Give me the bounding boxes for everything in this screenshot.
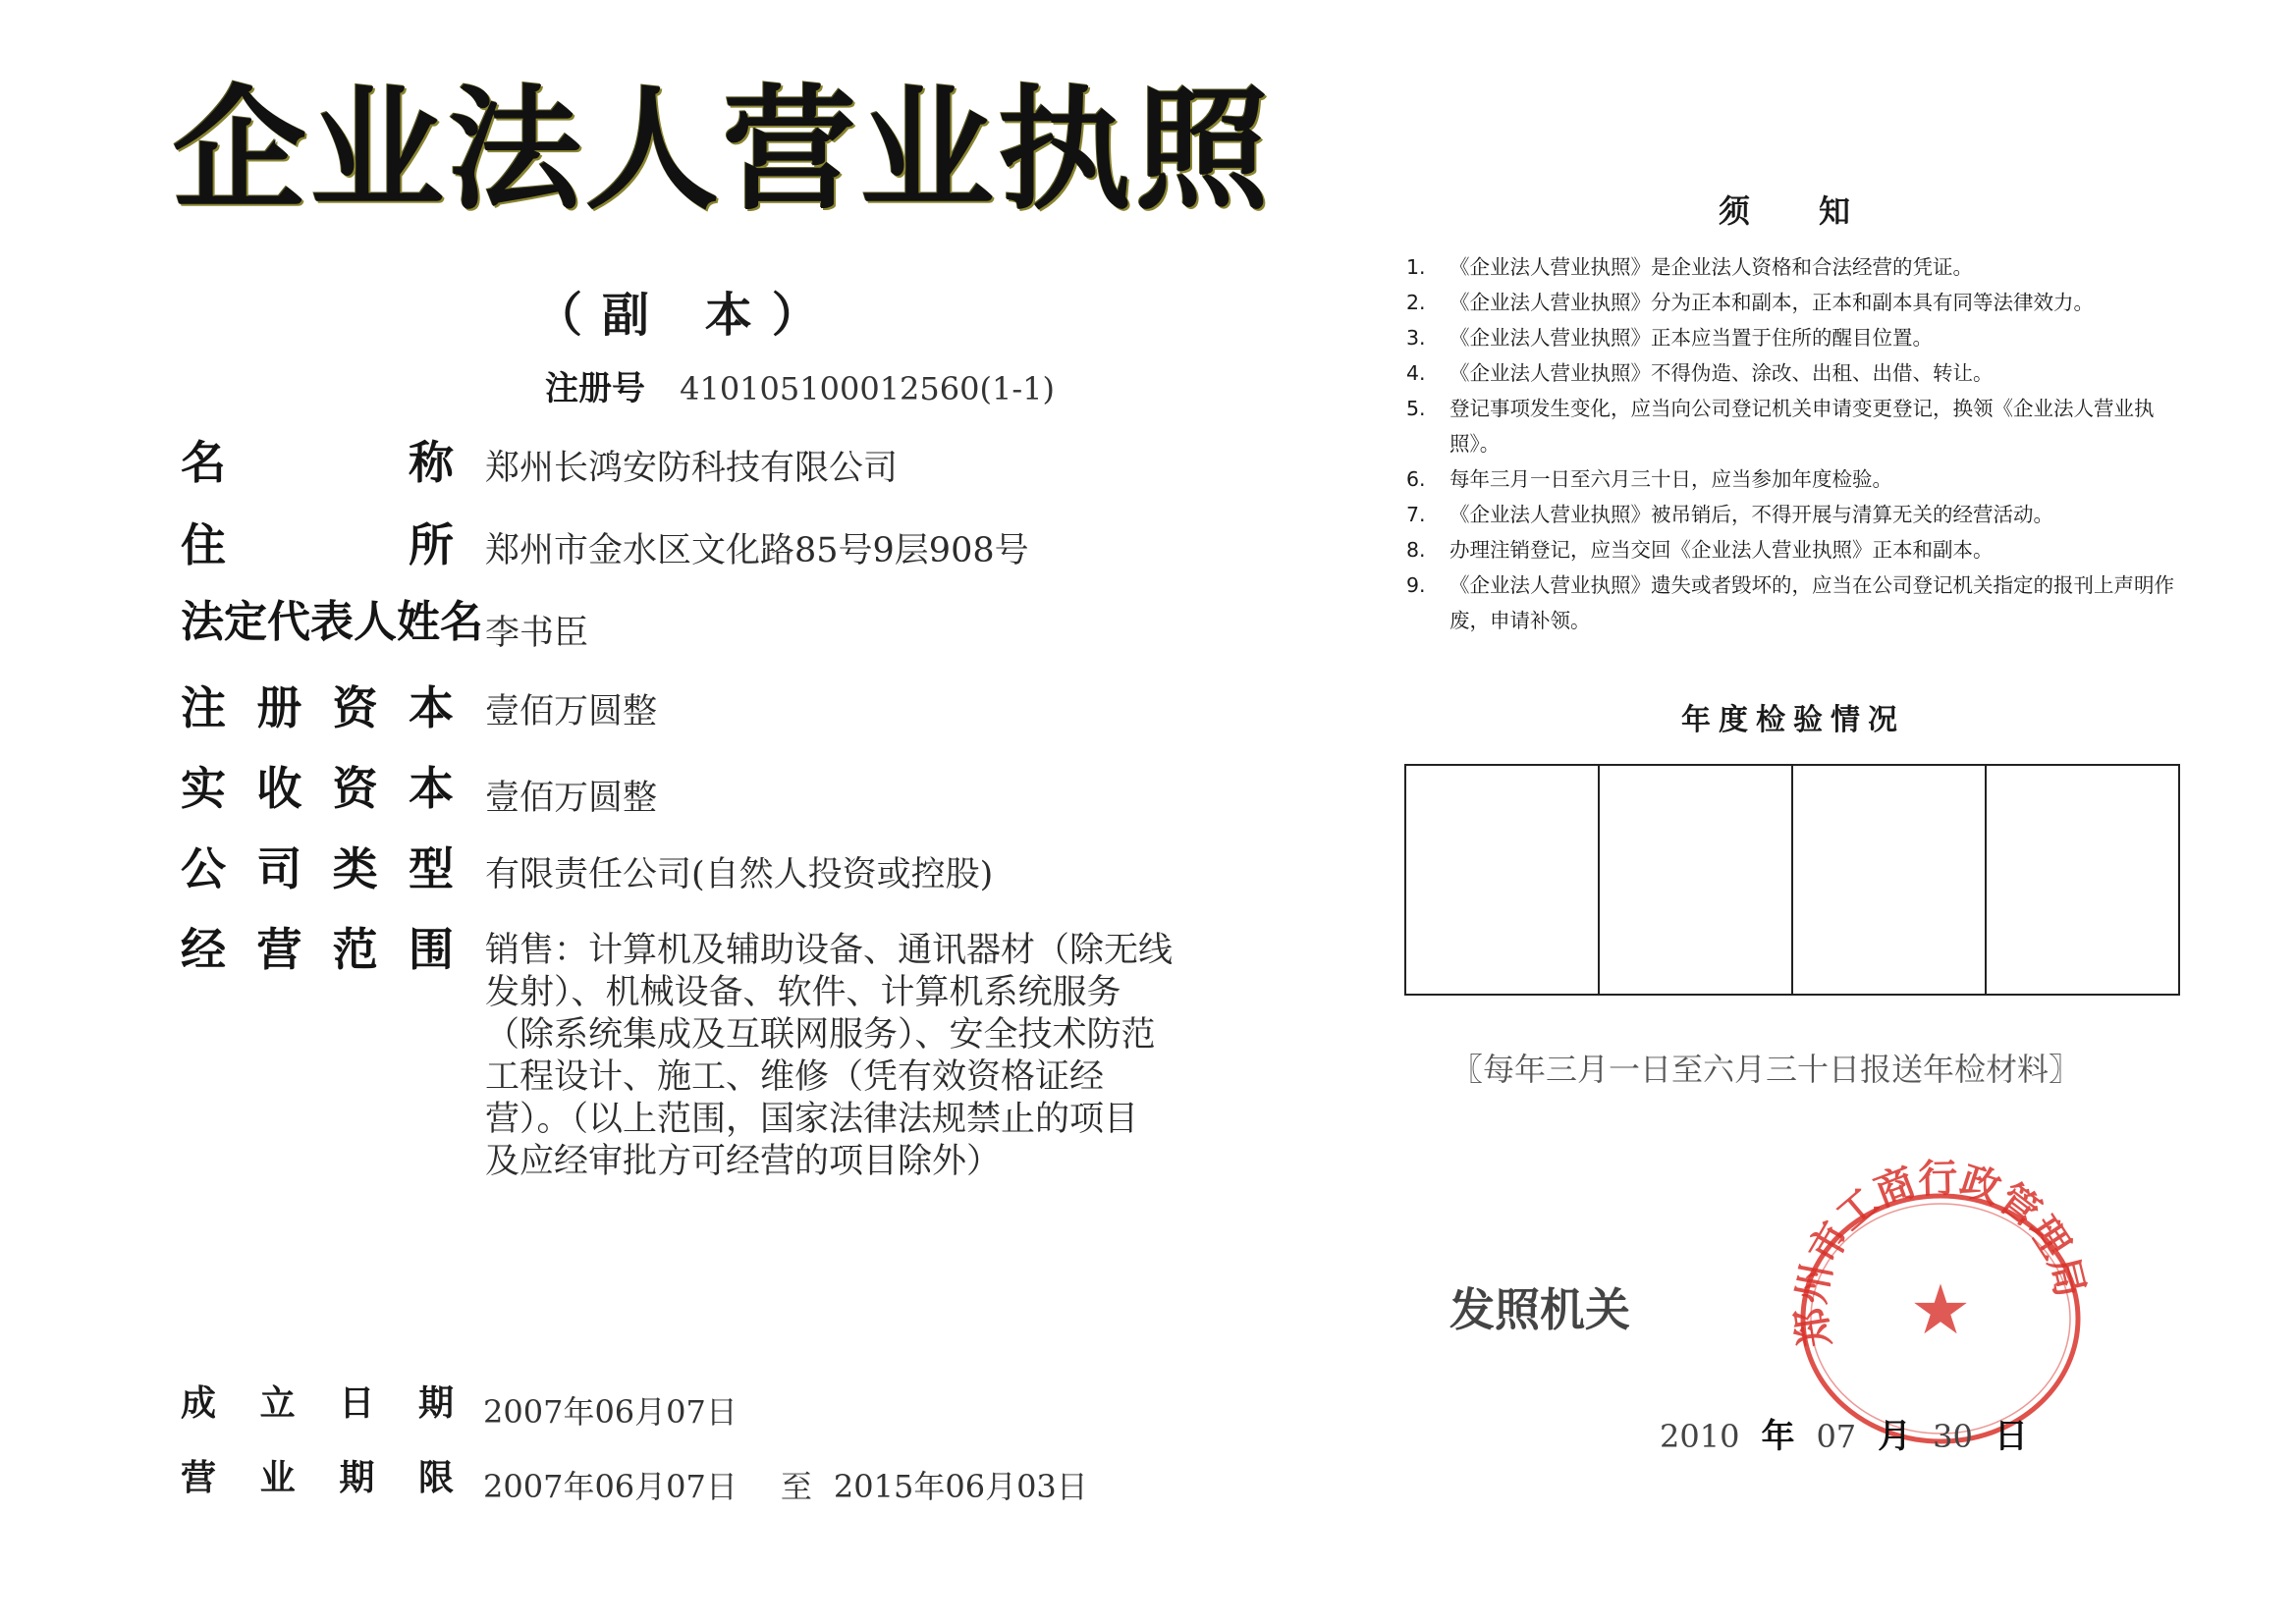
registration-value: 410105100012560(1-1): [680, 370, 1055, 407]
page-title: 企业法人营业执照: [173, 74, 1273, 229]
notice-number: 1.: [1406, 255, 1426, 279]
inspection-cell: [1406, 766, 1600, 994]
issue-day: 30: [1933, 1418, 1973, 1455]
address-value: 郑州市金水区文化路85号9层908号: [485, 531, 1029, 570]
issuer-label: 发照机关: [1449, 1283, 1630, 1336]
notice-number: 2.: [1406, 291, 1426, 314]
notice-item: [1406, 391, 2188, 461]
annual-inspection-note: 〖每年三月一日至六月三十日报送年检材料〗: [1451, 1051, 2081, 1088]
notice-text: 《企业法人营业执照》不得伪造、涂改、出租、出借、转让。: [1449, 361, 1994, 385]
paid-capital-label: 实收资本: [181, 762, 454, 815]
inspection-cell: [1987, 766, 2178, 994]
issue-month: 07: [1816, 1418, 1857, 1455]
notice-text: 每年三月一日至六月三十日，应当参加年度检验。: [1449, 467, 1892, 491]
issue-month-unit: 月: [1878, 1417, 1912, 1456]
registered-capital-value: 壹佰万圆整: [485, 692, 658, 731]
term-to-word: 至: [780, 1468, 812, 1505]
notice-number: 7.: [1406, 503, 1426, 526]
name-value: 郑州长鸿安防科技有限公司: [485, 449, 899, 488]
notice-text: 登记事项发生变化，应当向公司登记机关申请变更登记，换领《企业法人营业执照》。: [1449, 397, 2155, 456]
notice-text: 《企业法人营业执照》遗失或者毁坏的，应当在公司登记机关指定的报刊上声明作废，申请补领。: [1449, 573, 2174, 632]
official-seal: [1776, 1157, 2100, 1451]
inspection-cell: [1793, 766, 1987, 994]
notice-item: [1406, 532, 2188, 568]
notice-number: 3.: [1406, 326, 1426, 350]
company-type-value: 有限责任公司(自然人投资或控股): [485, 855, 994, 894]
notice-list: [1406, 249, 2188, 638]
legal-rep-value: 李书臣: [485, 614, 589, 653]
notice-text: 《企业法人营业执照》被吊销后，不得开展与清算无关的经营活动。: [1449, 503, 2053, 526]
business-scope-label: 经营范围: [181, 923, 454, 976]
issue-year-unit: 年: [1761, 1417, 1795, 1456]
notice-number: 6.: [1406, 467, 1426, 491]
paid-capital-value: 壹佰万圆整: [485, 779, 658, 818]
issue-date: [1660, 1409, 2050, 1457]
notice-text: 办理注销登记，应当交回《企业法人营业执照》正本和副本。: [1449, 538, 1994, 562]
annual-inspection-table: [1404, 764, 2180, 996]
establishment-label: 成立日期: [181, 1383, 454, 1424]
notice-number: 4.: [1406, 361, 1426, 385]
notice-item: [1406, 497, 2188, 532]
notice-item: [1406, 355, 2188, 391]
notice-item: [1406, 568, 2188, 638]
address-label: 住所: [181, 518, 454, 571]
legal-rep-label: 法定代表人姓名: [181, 597, 483, 647]
annual-inspection-title: 年度检验情况: [1681, 703, 1905, 737]
notice-item: [1406, 249, 2188, 285]
notice-number: 5.: [1406, 397, 1426, 420]
notice-text: 《企业法人营业执照》正本应当置于住所的醒目位置。: [1449, 326, 1933, 350]
issue-year: 2010: [1660, 1418, 1740, 1455]
registered-capital-label: 注册资本: [181, 681, 454, 734]
notice-item: [1406, 285, 2188, 320]
term-value: [483, 1468, 1088, 1505]
notice-number: 9.: [1406, 573, 1426, 597]
copy-label: （副 本）: [535, 288, 839, 343]
notice-text: 《企业法人营业执照》是企业法人资格和合法经营的凭证。: [1449, 255, 1973, 279]
name-label: 名称: [181, 436, 454, 489]
notice-text: 《企业法人营业执照》分为正本和副本，正本和副本具有同等法律效力。: [1449, 291, 2094, 314]
registration-label: 注册号: [545, 369, 645, 408]
company-type-label: 公司类型: [181, 842, 454, 895]
registration-number-row: [545, 361, 1055, 409]
notice-item: [1406, 320, 2188, 355]
issue-day-unit: 日: [1994, 1417, 2028, 1456]
term-from: 2007年06月07日: [483, 1468, 738, 1505]
seal-text: 郑州市工商行政管理局: [1788, 1157, 2093, 1351]
business-scope-value: 销售：计算机及辅助设备、通讯器材（除无线 发射）、机械设备、软件、计算机系统服务 （除系统集成及互联网服务）、安全技术防范 工程设计、施工、维修（凭有效资格证经 营）。（以上范围，国家法律法规禁止的项目 及应经审批方可经营的项目除外）: [485, 931, 1174, 1181]
notice-title: 须知: [1719, 192, 1920, 230]
notice-number: 8.: [1406, 538, 1426, 562]
term-to: 2015年06月03日: [833, 1468, 1088, 1505]
inspection-cell: [1600, 766, 1793, 994]
term-label: 营业期限: [181, 1458, 454, 1498]
notice-item: [1406, 461, 2188, 497]
seal-star-icon: ★: [1909, 1270, 1972, 1350]
establishment-value: 2007年06月07日: [483, 1393, 738, 1431]
